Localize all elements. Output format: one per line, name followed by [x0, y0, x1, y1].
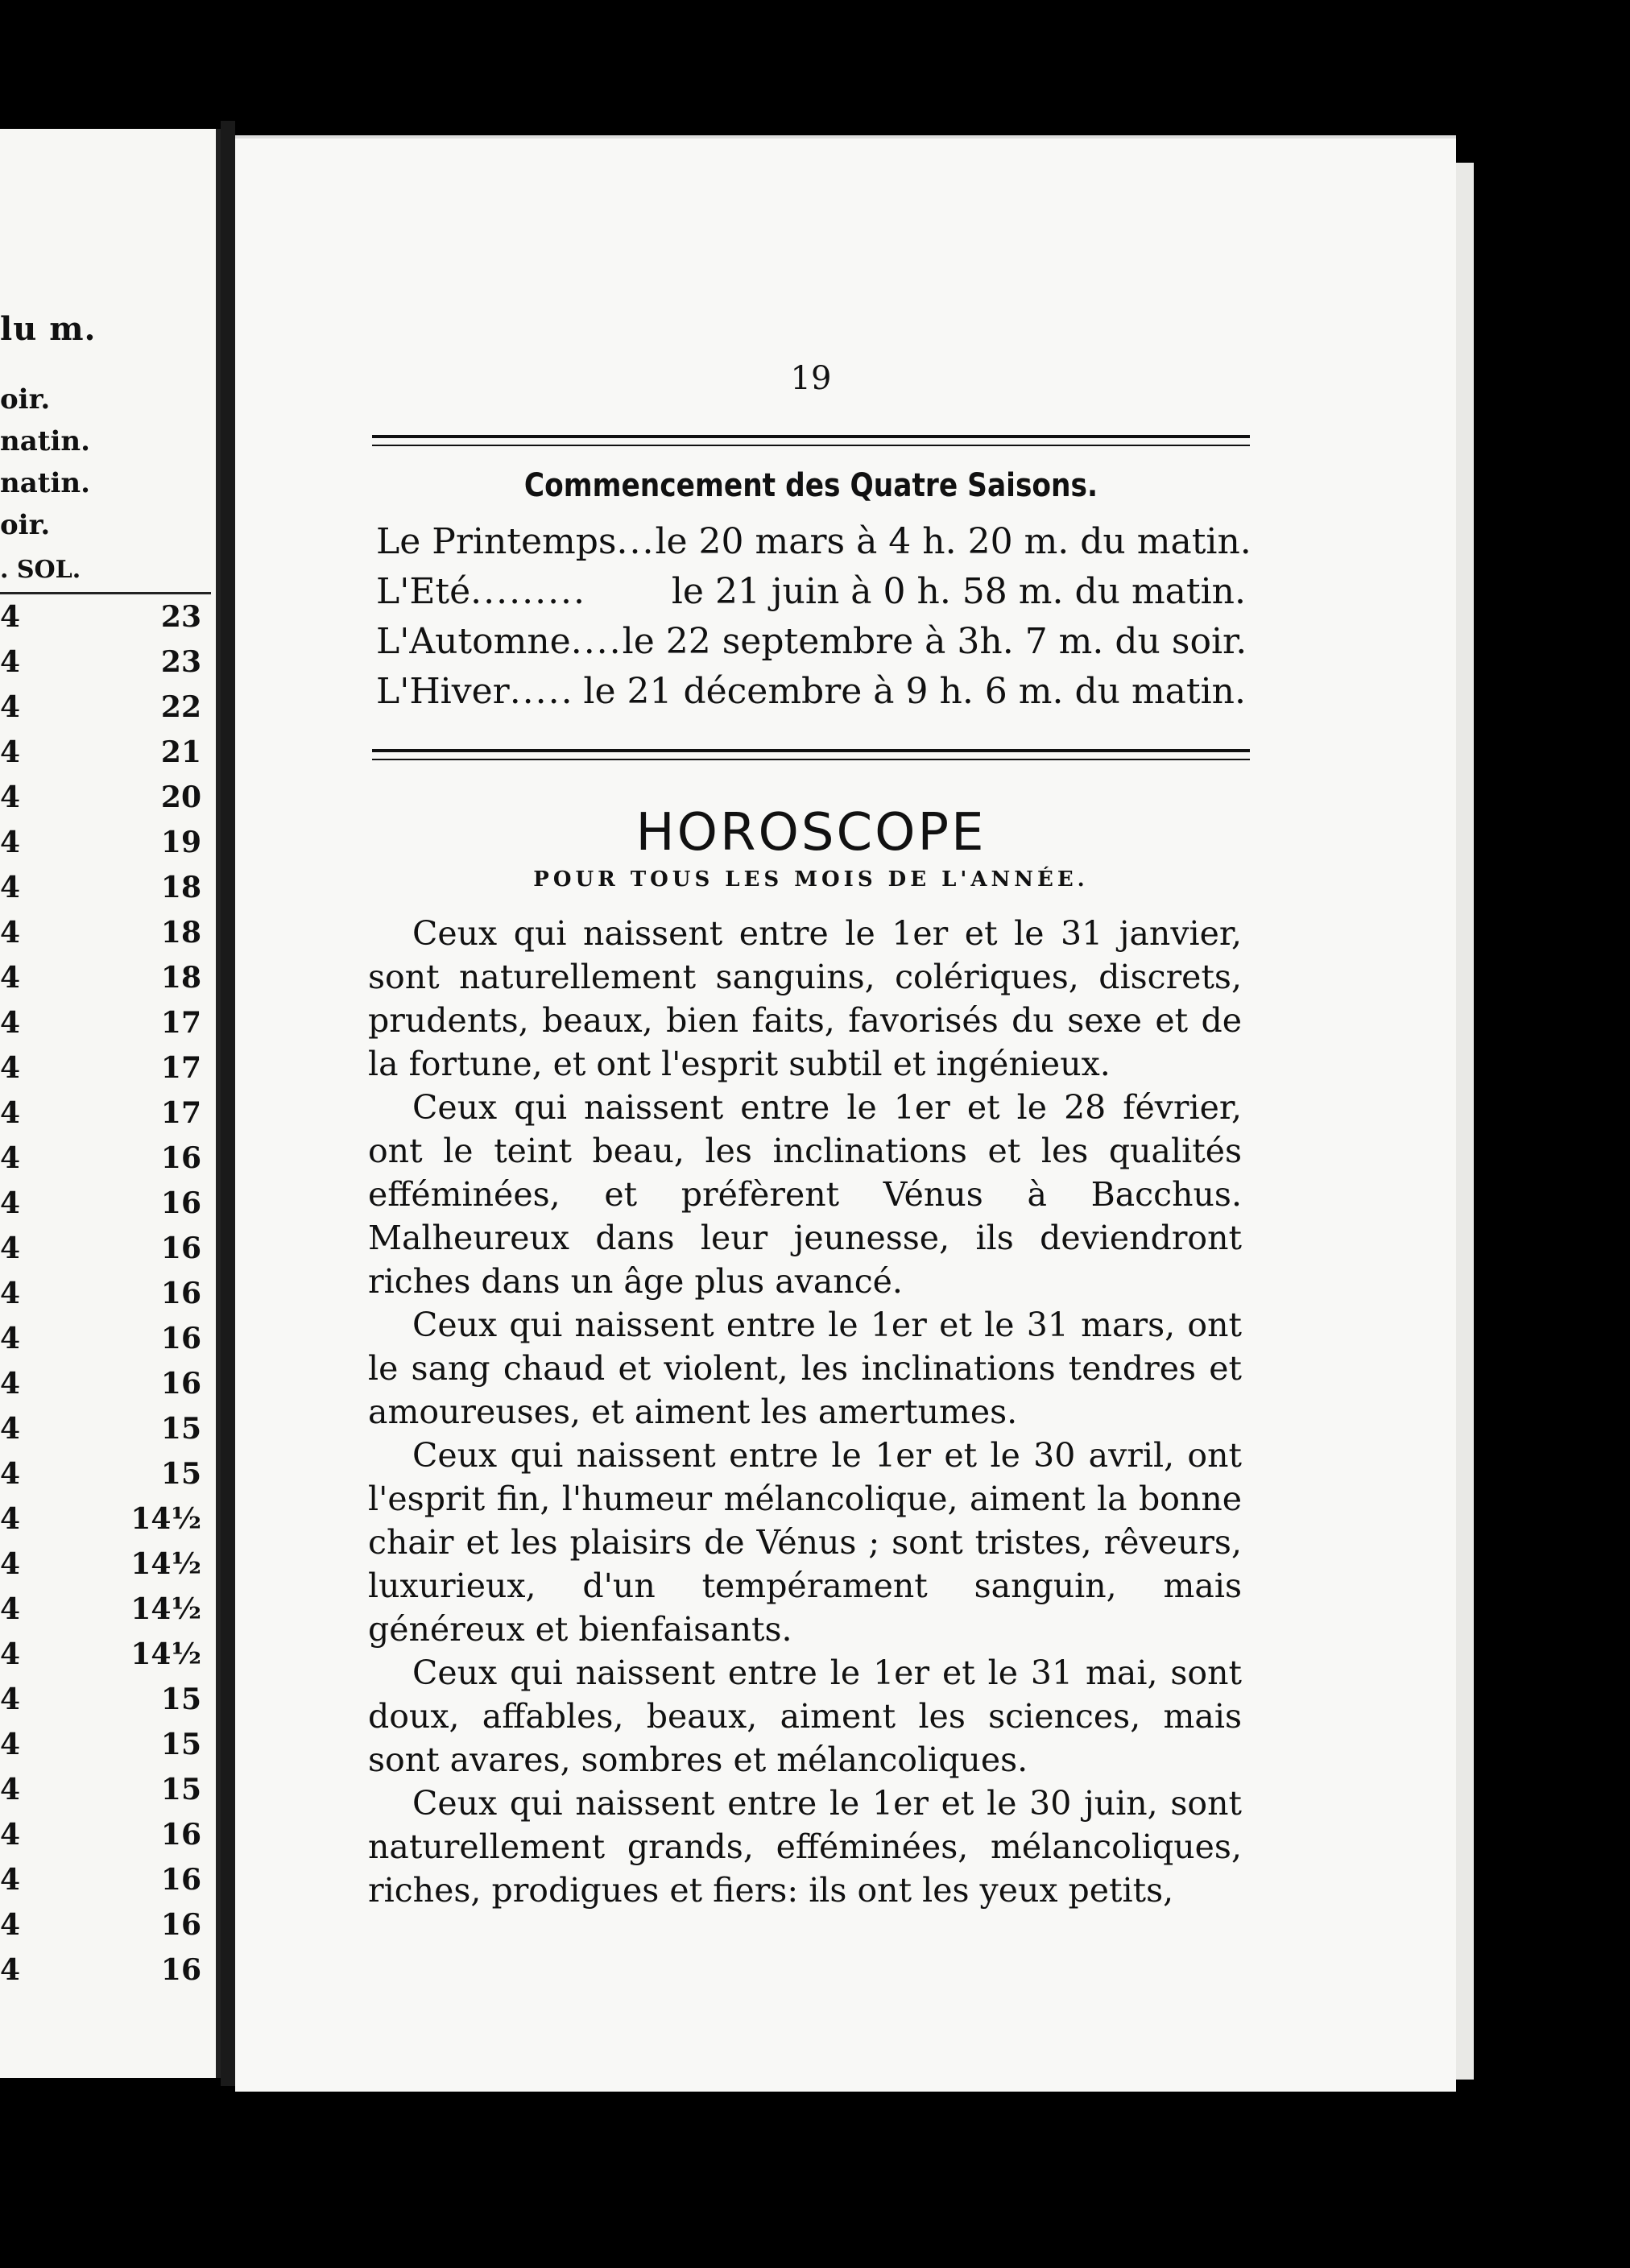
- right-page: [235, 135, 1456, 2092]
- season-dots: ....: [570, 621, 623, 662]
- sol-row: [0, 1722, 211, 1767]
- sol-row: [0, 1226, 211, 1271]
- sol-minutes: 16: [160, 1367, 201, 1401]
- left-page-times: [0, 379, 90, 546]
- double-rule: [372, 435, 1250, 446]
- sol-minutes: 22: [160, 690, 201, 724]
- sol-row: [0, 1767, 211, 1812]
- season-when: le 22 septembre à 3h. 7 m. du soir.: [622, 621, 1247, 662]
- sol-table: [0, 594, 211, 1993]
- sol-row: [0, 1496, 211, 1542]
- season-name: Le Printemps: [376, 521, 617, 562]
- sol-row: [0, 1677, 211, 1722]
- sol-minutes: 18: [160, 871, 201, 904]
- sol-row: [0, 1812, 211, 1857]
- sol-row: [0, 1587, 211, 1632]
- time-line: oir.: [0, 509, 51, 541]
- sol-minutes: 15: [160, 1412, 201, 1446]
- season-line: [376, 667, 1246, 717]
- horoscope-paragraph: Ceux qui naissent entre le 1er et le 30 juin, sont naturellement grands, efféminées, mélancoliques, riches, prodigues et fiers: ils ont les yeux petits,: [368, 1784, 1242, 1910]
- sol-row: [0, 865, 211, 910]
- season-line: [376, 517, 1251, 567]
- sol-row: [0, 1136, 211, 1181]
- sol-row: [0, 1181, 211, 1226]
- sol-hour: 4: [0, 1277, 21, 1310]
- horoscope-paragraph: Ceux qui naissent entre le 1er et le 30 avril, ont l'esprit fin, l'humeur mélancolique, aiment la bonne chair et les plaisirs de Vénus ; sont tristes, rêveurs, luxurieux, d'un tempérament sanguin, mais généreux et bienfaisants.: [368, 1436, 1242, 1649]
- sol-hour: 4: [0, 1682, 21, 1716]
- season-when: le 20 mars à 4 h. 20 m. du matin.: [655, 521, 1251, 562]
- sol-row: [0, 685, 211, 730]
- sol-minutes: 17: [160, 1051, 201, 1085]
- sol-minutes: 16: [160, 1322, 201, 1355]
- sol-row: [0, 1316, 211, 1361]
- sol-hour: 4: [0, 1547, 21, 1581]
- sol-hour: 4: [0, 1502, 21, 1536]
- sol-minutes: 16: [160, 1186, 201, 1220]
- sol-row: [0, 1902, 211, 1947]
- sol-hour: 4: [0, 735, 21, 769]
- sol-minutes: 14½: [130, 1502, 201, 1536]
- sol-minutes: 18: [160, 961, 201, 995]
- sol-hour: 4: [0, 1006, 21, 1040]
- horoscope-subtitle: POUR TOUS LES MOIS DE L'ANNÉE.: [533, 867, 1089, 892]
- sol-minutes: 23: [160, 600, 201, 634]
- sol-minutes: 15: [160, 1773, 201, 1807]
- sol-hour: 4: [0, 780, 21, 814]
- sol-minutes: 14½: [130, 1592, 201, 1626]
- seasons-list: [376, 517, 1251, 717]
- sol-minutes: 16: [160, 1953, 201, 1987]
- sol-hour: 4: [0, 961, 21, 995]
- sol-hour: 4: [0, 1051, 21, 1085]
- sol-minutes: 18: [160, 916, 201, 950]
- sol-row: [0, 1542, 211, 1587]
- sol-minutes: 16: [160, 1141, 201, 1175]
- sol-hour: 4: [0, 1096, 21, 1130]
- sol-minutes: 23: [160, 645, 201, 679]
- sol-row: [0, 1406, 211, 1451]
- left-facing-page: [0, 129, 221, 2078]
- sol-hour: 4: [0, 1863, 21, 1897]
- sol-hour: 4: [0, 1186, 21, 1220]
- sol-hour: 4: [0, 1773, 21, 1807]
- sol-hour: 4: [0, 1592, 21, 1626]
- season-when: le 21 juin à 0 h. 58 m. du matin.: [671, 571, 1246, 612]
- seasons-title: Commencement des Quatre Saisons.: [523, 467, 1098, 504]
- left-page-heading: lu m.: [0, 310, 97, 348]
- season-dots: .........: [470, 571, 587, 612]
- sol-row: [0, 1045, 211, 1091]
- horoscope-paragraph: Ceux qui naissent entre le 1er et le 31 mars, ont le sang chaud et violent, les inclinations tendres et amoureuses, et aiment les amertumes.: [368, 1306, 1242, 1431]
- sol-minutes: 16: [160, 1863, 201, 1897]
- season-name: L'Hiver: [376, 671, 510, 712]
- season-name: L'Automne: [376, 621, 571, 662]
- season-line: [376, 567, 1246, 617]
- sol-row: [0, 1361, 211, 1406]
- sol-hour: 4: [0, 1367, 21, 1401]
- sol-hour: 4: [0, 1637, 21, 1671]
- sol-hour: 4: [0, 1818, 21, 1852]
- sol-minutes: 16: [160, 1277, 201, 1310]
- sol-row: [0, 1857, 211, 1902]
- sol-minutes: 20: [160, 780, 201, 814]
- sol-hour: 4: [0, 1908, 21, 1942]
- time-line: natin.: [0, 467, 90, 499]
- time-line: oir.: [0, 383, 51, 416]
- sol-minutes: 15: [160, 1682, 201, 1716]
- horoscope-paragraph: Ceux qui naissent entre le 1er et le 31 mai, sont doux, affables, beaux, aiment les sciences, mais sont avares, sombres et mélancoliques.: [368, 1653, 1242, 1779]
- page-number: 19: [790, 360, 832, 397]
- season-when: le 21 décembre à 9 h. 6 m. du matin.: [583, 671, 1246, 712]
- time-line: natin.: [0, 425, 90, 457]
- sol-row: [0, 1000, 211, 1045]
- season-line: [376, 617, 1246, 667]
- sol-minutes: 14½: [130, 1637, 201, 1671]
- sol-hour: 4: [0, 1231, 21, 1265]
- sol-hour: 4: [0, 1457, 21, 1491]
- sol-minutes: 17: [160, 1096, 201, 1130]
- sol-hour: 4: [0, 1141, 21, 1175]
- season-name: L'Eté: [376, 571, 471, 612]
- sol-minutes: 15: [160, 1728, 201, 1761]
- sol-hour: 4: [0, 1322, 21, 1355]
- book-spine: [221, 121, 235, 2086]
- sol-hour: 4: [0, 916, 21, 950]
- sol-hour: 4: [0, 645, 21, 679]
- sol-hour: 4: [0, 690, 21, 724]
- horoscope-title: HOROSCOPE: [635, 803, 987, 863]
- sol-minutes: 21: [160, 735, 201, 769]
- sol-hour: 4: [0, 826, 21, 859]
- sol-row: [0, 820, 211, 865]
- sol-minutes: 16: [160, 1231, 201, 1265]
- season-dots: .....: [509, 671, 574, 712]
- sol-column-header: . SOL.: [0, 556, 211, 594]
- sol-row: [0, 910, 211, 955]
- sol-row: [0, 1947, 211, 1993]
- sol-row: [0, 775, 211, 820]
- double-rule: [372, 749, 1250, 760]
- sol-hour: 4: [0, 1412, 21, 1446]
- sol-row: [0, 1632, 211, 1677]
- sol-minutes: 14½: [130, 1547, 201, 1581]
- sol-row: [0, 955, 211, 1000]
- sol-minutes: 19: [160, 826, 201, 859]
- sol-row: [0, 1451, 211, 1496]
- horoscope-body: [368, 912, 1242, 1912]
- season-dots: ...: [616, 521, 656, 562]
- sol-row: [0, 1091, 211, 1136]
- horoscope-paragraph: Ceux qui naissent entre le 1er et le 31 janvier, sont naturellement sanguins, colériques, discrets, prudents, beaux, bien faits, favorisés du sexe et de la fortune, et ont l'esprit subtil et ingénieux.: [368, 914, 1242, 1083]
- sol-minutes: 17: [160, 1006, 201, 1040]
- sol-minutes: 15: [160, 1457, 201, 1491]
- sol-row: [0, 594, 211, 639]
- sol-row: [0, 1271, 211, 1316]
- sol-row: [0, 730, 211, 775]
- sol-hour: 4: [0, 1953, 21, 1987]
- sol-minutes: 16: [160, 1908, 201, 1942]
- sol-row: [0, 639, 211, 685]
- sol-hour: 4: [0, 600, 21, 634]
- horoscope-paragraph: Ceux qui naissent entre le 1er et le 28 février, ont le teint beau, les inclinations et les qualités efféminées, et préfèrent Vénus à Bacchus. Malheureux dans leur jeunesse, ils deviendront riches dans un âge plus avancé.: [368, 1088, 1242, 1301]
- sol-hour: 4: [0, 871, 21, 904]
- sol-hour: 4: [0, 1728, 21, 1761]
- sol-minutes: 16: [160, 1818, 201, 1852]
